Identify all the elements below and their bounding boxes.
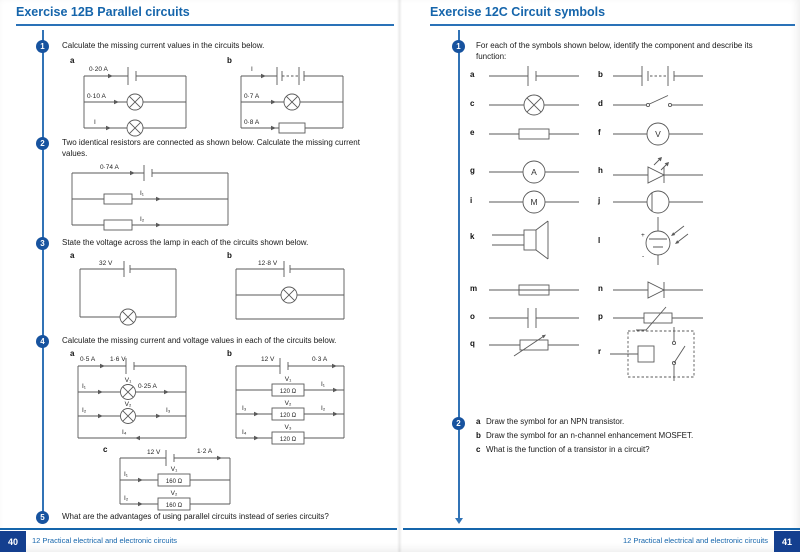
battery-symbol	[277, 67, 304, 85]
resistance-label: 160 Ω	[165, 479, 183, 485]
current-label: I₁	[82, 383, 86, 390]
question-number-badge: 2	[452, 417, 465, 430]
question-text: Calculate the missing current values in the circuits below.	[62, 41, 265, 50]
current-label: I	[251, 66, 253, 73]
current-label: I₃	[242, 405, 247, 412]
current-label: 0·20 A	[89, 66, 108, 73]
margin-line-right	[458, 30, 460, 518]
voltmeter-symbol-icon	[608, 120, 708, 148]
symbol-letter: b	[598, 70, 603, 79]
part-label-b: b	[227, 349, 232, 358]
lamp-symbol-icon	[484, 91, 584, 119]
symbol-letter: c	[470, 99, 475, 108]
question-number-badge: 1	[36, 40, 49, 53]
question-number-badge: 2	[36, 137, 49, 150]
voltage-label: V₁	[170, 466, 178, 473]
part-label-a: a	[476, 417, 481, 426]
circuit-diagram-q4c	[112, 446, 238, 512]
current-label: I₁	[124, 471, 128, 478]
part-label-a: a	[70, 56, 75, 65]
margin-line-left	[42, 30, 44, 518]
circuit-diagram-q3a	[72, 255, 184, 327]
current-label: I₃	[166, 407, 171, 414]
lamp-symbol	[284, 94, 300, 110]
question-number-badge: 5	[36, 511, 49, 524]
question-item-text: What is the function of a transistor in a circuit?	[486, 445, 650, 454]
minus-sign: -	[642, 253, 645, 260]
footer-rule-left	[0, 528, 397, 530]
symbol-letter: g	[470, 166, 475, 175]
voltage-label: 12 V	[261, 356, 275, 363]
symbol-letter: l	[598, 236, 601, 245]
resistor-symbol-icon	[484, 120, 584, 148]
question-number-badge: 4	[36, 335, 49, 348]
symbol-letter: r	[598, 347, 602, 356]
part-label-b: b	[227, 56, 232, 65]
current-label: 0·7 A	[244, 93, 260, 100]
question-text: For each of the symbols shown below, identify the component and describe its function:	[476, 41, 753, 61]
symbol-letter: o	[470, 312, 475, 321]
part-label-a: a	[70, 349, 75, 358]
current-label: 0·25 A	[138, 383, 157, 390]
capacitor-symbol-icon	[484, 304, 584, 332]
part-label-b: b	[476, 431, 481, 440]
current-label: I₂	[140, 216, 145, 223]
battery-symbol	[128, 67, 136, 85]
current-label: I₄	[242, 429, 247, 436]
photovoltaic-cell-symbol-icon	[608, 215, 708, 267]
footer-chapter-right: 12 Practical electrical and electronic circuits	[622, 536, 768, 545]
circuit-diagram-q1b	[233, 60, 351, 140]
symbol-letter: n	[598, 284, 603, 293]
battery-symbol	[166, 450, 174, 466]
meter-letter: M	[530, 197, 538, 207]
question-item-text: Draw the symbol for an n-channel enhancement MOSFET.	[486, 431, 694, 440]
fuse-symbol-icon	[484, 276, 584, 304]
voltage-label: 1·6 V	[110, 356, 126, 363]
meter-letter: V	[655, 129, 661, 139]
question-text: What are the advantages of using parallel circuits instead of series circuits?	[62, 512, 329, 521]
current-label: I₁	[321, 381, 325, 388]
symbol-letter: h	[598, 166, 603, 175]
current-label: I₄	[122, 429, 127, 436]
lamp-symbol	[120, 309, 136, 325]
part-label-c: c	[476, 445, 481, 454]
resistance-label: 120 Ω	[279, 437, 297, 443]
circuit-diagram-q4b	[228, 352, 352, 446]
part-label-b: b	[227, 251, 232, 260]
symbol-letter: q	[470, 339, 475, 348]
symbol-letter: j	[598, 196, 601, 205]
ammeter-symbol-icon	[484, 158, 584, 186]
current-label: I₂	[124, 495, 129, 502]
resistance-label: 120 Ω	[279, 389, 297, 395]
title-rule-left	[16, 24, 394, 26]
voltage-label: V₁	[284, 376, 292, 383]
lamp-symbol	[121, 385, 136, 400]
footer-rule-right	[403, 528, 800, 530]
meter-letter: A	[531, 167, 537, 177]
relay-symbol-icon	[608, 325, 708, 383]
voltage-label: V₂	[170, 490, 178, 497]
voltage-label: V₂	[284, 400, 292, 407]
voltage-label: 12 V	[147, 449, 161, 456]
circuit-diagram-q4a	[70, 352, 194, 444]
symbol-letter: p	[598, 312, 603, 321]
symbol-letter: a	[470, 70, 475, 79]
resistance-label: 120 Ω	[279, 413, 297, 419]
voltage-label: V₃	[284, 424, 292, 431]
current-label: I₂	[82, 407, 87, 414]
current-label: 1·2 A	[197, 448, 213, 455]
symbol-letter: m	[470, 284, 478, 293]
current-label: 0·74 A	[100, 164, 119, 171]
symbol-letter: k	[470, 232, 475, 241]
current-label: 0·10 A	[87, 93, 106, 100]
resistor-symbol	[104, 220, 132, 230]
question-text: State the voltage across the lamp in each of the circuits shown below.	[62, 238, 309, 247]
question-text: Calculate the missing current and voltage values in each of the circuits below.	[62, 336, 337, 345]
diode-symbol-icon	[608, 276, 708, 304]
question-number-badge: 3	[36, 237, 49, 250]
plus-sign: +	[641, 232, 645, 239]
variable-resistor-symbol-icon	[484, 331, 584, 359]
circuit-diagram-q3b	[228, 255, 352, 327]
led-symbol-icon	[608, 153, 708, 187]
voltage-label: 12·8 V	[258, 260, 278, 267]
page-number-right: 41	[774, 531, 800, 552]
battery-symbol	[144, 165, 152, 181]
lamp-symbol	[127, 120, 143, 136]
page-title-right: Exercise 12C Circuit symbols	[430, 5, 606, 19]
resistance-label: 160 Ω	[165, 503, 183, 509]
footer-chapter-left: 12 Practical electrical and electronic circuits	[32, 536, 178, 545]
page-number-left: 40	[0, 531, 26, 552]
margin-line-arrow-right	[455, 518, 463, 524]
cell-symbol-icon	[484, 62, 584, 90]
lamp-symbol	[127, 94, 143, 110]
switch-symbol-icon	[608, 91, 708, 119]
motor-symbol-icon	[484, 188, 584, 216]
voltage-label: 32 V	[99, 260, 113, 267]
symbol-letter: d	[598, 99, 603, 108]
circuit-diagram-q1a	[76, 60, 194, 140]
battery-symbol	[280, 358, 288, 374]
symbol-letter: i	[470, 196, 473, 205]
page-fold	[397, 0, 402, 552]
lamp-symbol	[121, 409, 136, 424]
title-rule-right	[430, 24, 795, 26]
resistor-symbol	[104, 194, 132, 204]
battery-symbol	[124, 261, 130, 277]
question-number-badge: 1	[452, 40, 465, 53]
battery-symbol	[126, 358, 134, 374]
symbol-letter: f	[598, 128, 601, 137]
voltage-label: V₂	[124, 401, 132, 408]
question-text: Two identical resistors are connected as shown below. Calculate the missing current values.	[62, 138, 360, 158]
resistor-symbol	[279, 123, 305, 133]
symbol-letter: e	[470, 128, 475, 137]
current-label: I₁	[140, 190, 144, 197]
page-title-left: Exercise 12B Parallel circuits	[16, 5, 190, 19]
current-label: 0·5 A	[80, 356, 96, 363]
battery-symbol-icon	[608, 62, 708, 90]
loudspeaker-symbol-icon	[484, 220, 584, 260]
circuit-diagram-q2	[64, 161, 236, 233]
current-label: I₂	[321, 405, 326, 412]
microphone-symbol-icon	[608, 188, 708, 216]
part-label-a: a	[70, 251, 75, 260]
question-item-text: Draw the symbol for an NPN transistor.	[486, 417, 625, 426]
current-label: 0·3 A	[312, 356, 328, 363]
voltage-label: V₁	[124, 377, 132, 384]
right-page	[400, 0, 800, 552]
battery-symbol	[284, 261, 290, 277]
part-label-c: c	[103, 445, 108, 454]
lamp-symbol	[281, 287, 297, 303]
current-label: 0·8 A	[244, 119, 260, 126]
current-label: I	[94, 119, 96, 126]
